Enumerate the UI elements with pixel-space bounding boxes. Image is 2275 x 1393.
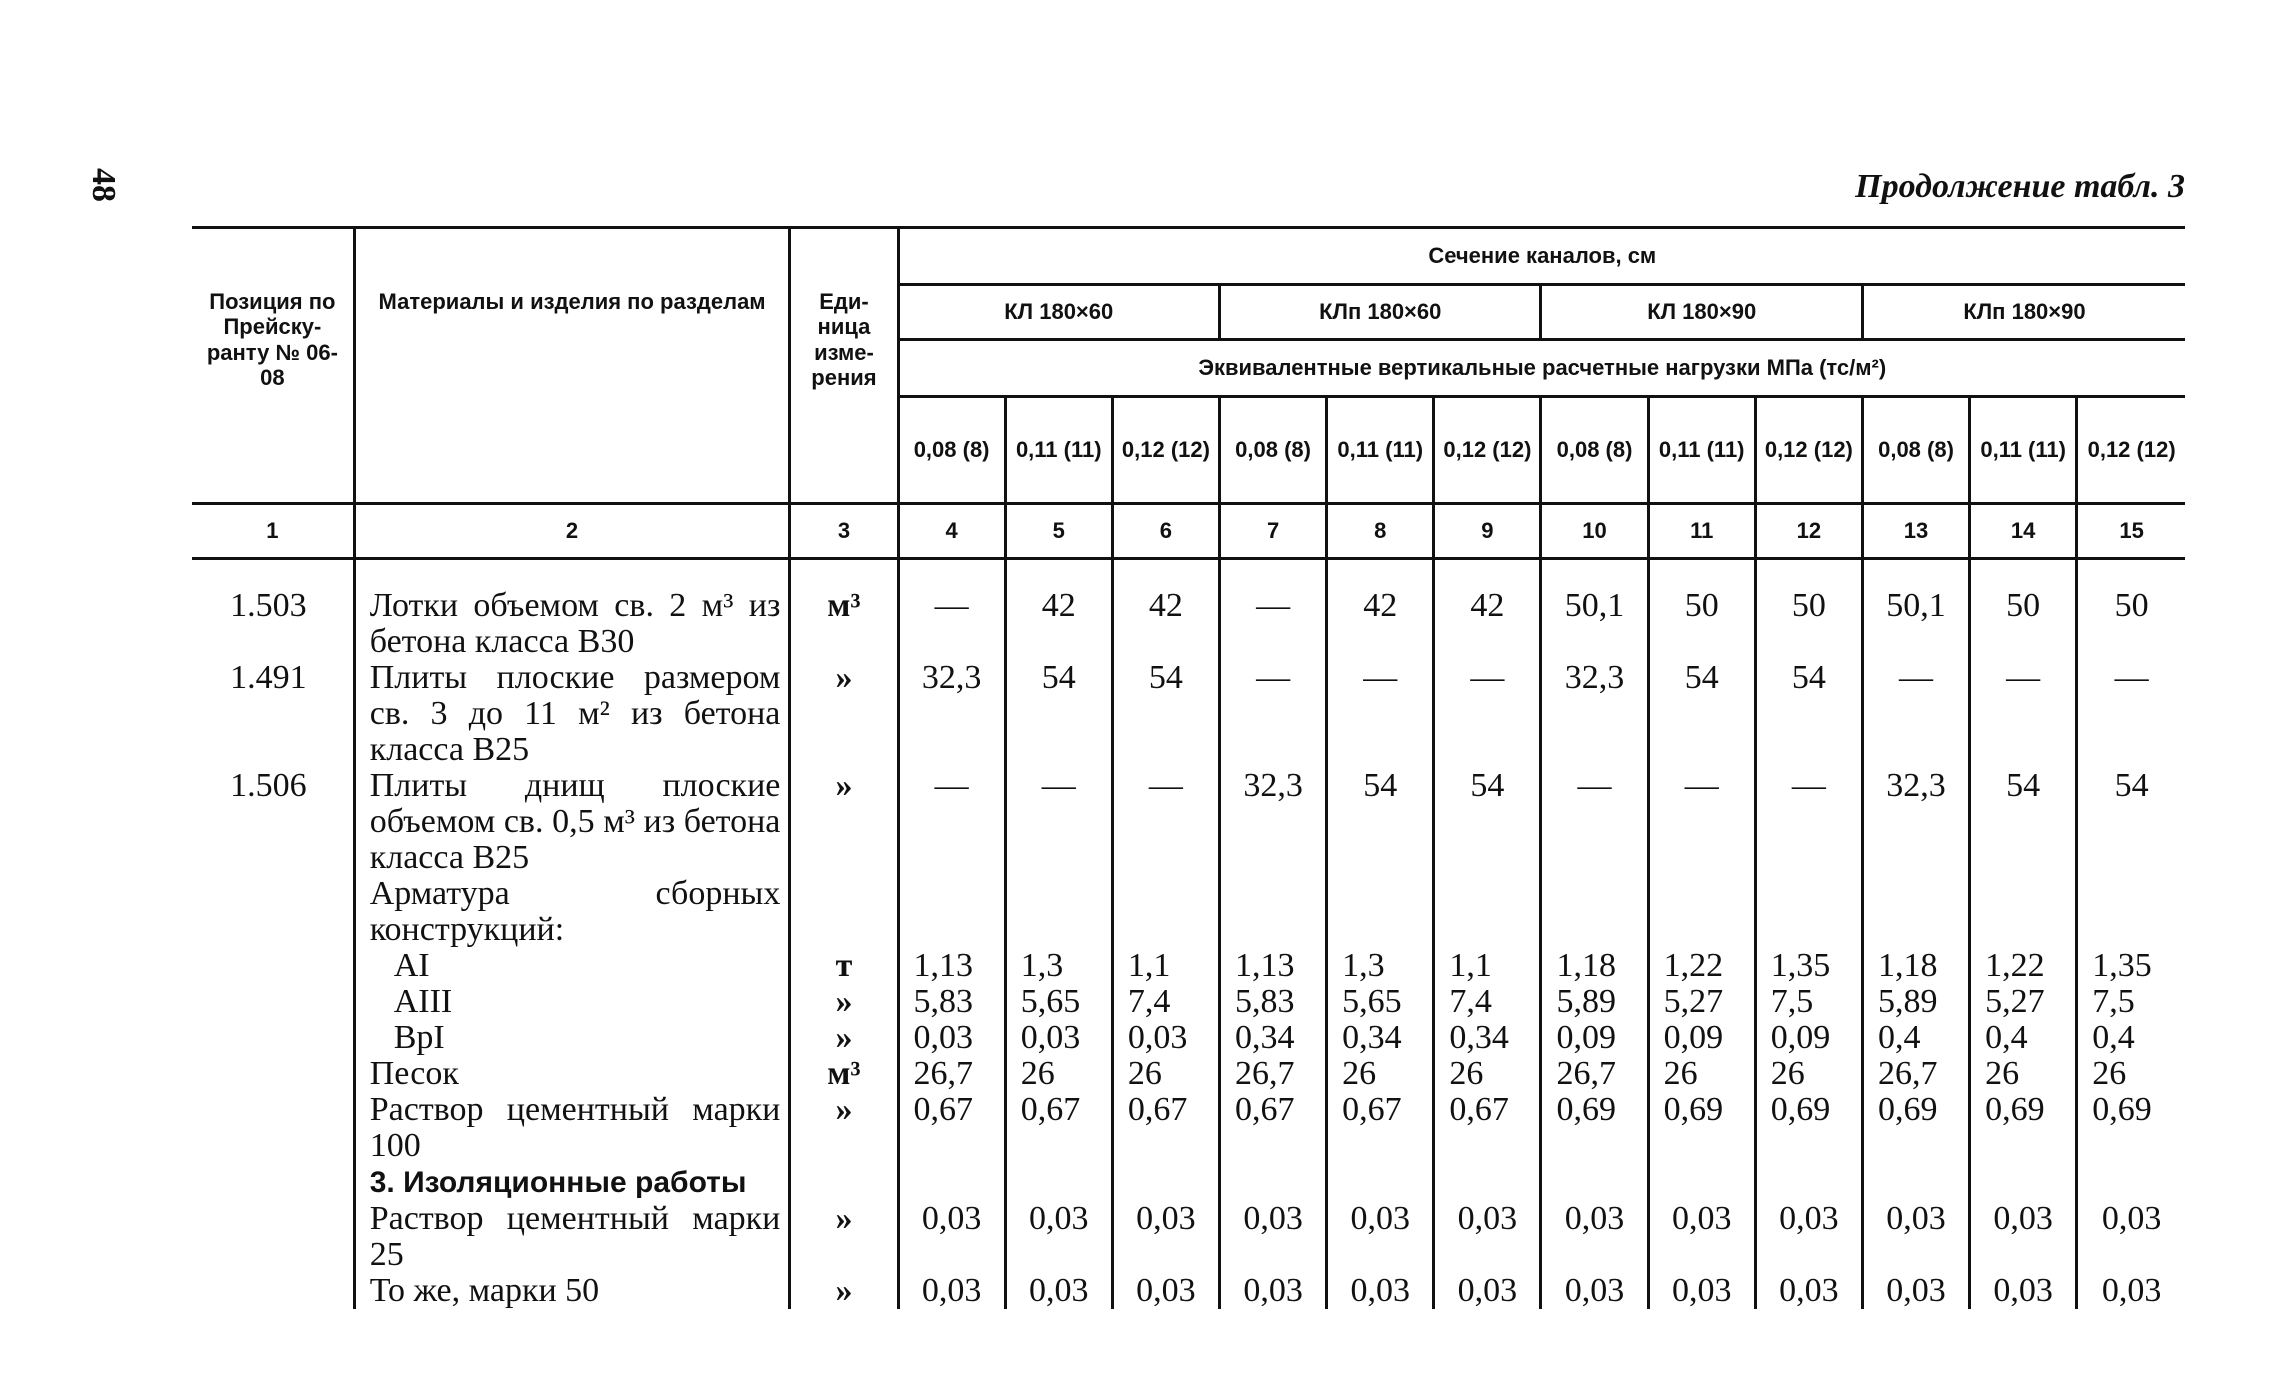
empty-cell [1327,1164,1434,1201]
column-number: 4 [898,504,1005,559]
unit-cell: м³ [790,588,898,660]
value-cell: 26 [1970,1056,2077,1092]
value-cell: 42 [1005,588,1112,660]
value-cell [1220,876,1327,948]
material-name: AI [393,947,430,984]
material-name: То же, марки 50 [369,1272,600,1309]
column-number: 10 [1541,504,1648,559]
unit-cell [790,876,898,948]
value-cell: 0,03 [1648,1273,1755,1309]
value-cell: — [1755,768,1862,876]
value-cell: 0,03 [1862,1201,1969,1273]
column-number: 2 [354,504,790,559]
value-cell [1755,876,1862,948]
section-title: 3. Изоляционные работы [369,1166,747,1199]
value-cell: 0,03 [2077,1273,2185,1309]
value-cell: 0,03 [1005,1020,1112,1056]
value-cell: 5,65 [1005,984,1112,1020]
header-load: 0,12 (12) [1434,397,1541,504]
value-cell: 0,09 [1541,1020,1648,1056]
header-load: 0,08 (8) [898,397,1005,504]
value-cell [2077,876,2185,948]
value-cell: 54 [1970,768,2077,876]
value-cell: 0,67 [898,1092,1005,1164]
material-name-cell [354,588,790,660]
value-cell: 0,34 [1220,1020,1327,1056]
value-cell: 1,35 [2077,948,2185,984]
empty-cell [1541,1164,1648,1201]
value-cell: 26 [1755,1056,1862,1092]
value-cell: 7,5 [1755,984,1862,1020]
value-cell: 1,3 [1327,948,1434,984]
value-cell: 26 [1327,1056,1434,1092]
unit-cell: т [790,948,898,984]
header-load: 0,11 (11) [1327,397,1434,504]
value-cell: 5,27 [1970,984,2077,1020]
value-cell: — [1970,660,2077,768]
value-cell: 0,4 [1970,1020,2077,1056]
table-row [192,984,2185,1020]
table-caption: Продолжение табл. 3 [1855,168,2185,205]
empty-cell [790,1164,898,1201]
value-cell: 26,7 [1220,1056,1327,1092]
material-name: Раствор цементный марки 25 [369,1200,781,1273]
value-cell [1970,876,2077,948]
value-cell: 26,7 [1862,1056,1969,1092]
value-cell: 1,18 [1541,948,1648,984]
value-cell: 26 [1648,1056,1755,1092]
unit-cell: » [790,1092,898,1164]
value-cell: 54 [1434,768,1541,876]
value-cell: 26,7 [898,1056,1005,1092]
empty-cell [1970,1164,2077,1201]
header-unit: Еди-ница изме-рения [790,228,898,504]
value-cell: 0,4 [1862,1020,1969,1056]
value-cell: 50 [2077,588,2185,660]
value-cell: 0,69 [1648,1092,1755,1164]
material-name-cell [354,1056,790,1092]
value-cell: 5,83 [1220,984,1327,1020]
header-load: 0,12 (12) [2077,397,2185,504]
value-cell: 0,03 [1112,1020,1219,1056]
unit-cell: » [790,1273,898,1309]
position-cell [192,876,354,948]
value-cell [898,876,1005,948]
material-name: Песок [369,1055,459,1092]
empty-cell [1434,1164,1541,1201]
value-cell: 50,1 [1862,588,1969,660]
value-cell: 0,03 [2077,1201,2185,1273]
value-cell: 0,03 [1755,1273,1862,1309]
empty-cell [1755,1164,1862,1201]
column-number: 9 [1434,504,1541,559]
section-title-cell [354,1164,790,1201]
value-cell: 0,67 [1327,1092,1434,1164]
value-cell: 0,03 [1112,1273,1219,1309]
value-cell: 0,03 [1327,1273,1434,1309]
value-cell: 0,09 [1755,1020,1862,1056]
value-cell: 0,09 [1648,1020,1755,1056]
value-cell: 54 [1112,660,1219,768]
column-number: 15 [2077,504,2185,559]
header-load: 0,11 (11) [1005,397,1112,504]
value-cell: 0,03 [1970,1201,2077,1273]
value-cell: 0,4 [2077,1020,2185,1056]
value-cell: 0,03 [1862,1273,1969,1309]
value-cell: 0,03 [1220,1201,1327,1273]
material-name-cell [354,660,790,768]
value-cell [1434,876,1541,948]
material-name: Раствор цементный марки 100 [369,1091,781,1164]
position-cell [192,1201,354,1273]
value-cell: 5,65 [1327,984,1434,1020]
header-load: 0,08 (8) [1541,397,1648,504]
table-row [192,588,2185,660]
value-cell: 0,03 [898,1201,1005,1273]
header-materials: Материалы и изделия по разделам [354,228,790,504]
value-cell [1648,876,1755,948]
column-number: 6 [1112,504,1219,559]
table-row [192,1056,2185,1092]
empty-cell [1648,1164,1755,1201]
header-load: 0,08 (8) [1862,397,1969,504]
empty-cell [898,1164,1005,1201]
value-cell: 54 [2077,768,2185,876]
position-cell: 1.503 [230,587,307,624]
unit-cell: » [790,660,898,768]
value-cell: 5,89 [1862,984,1969,1020]
material-name-cell [354,1092,790,1164]
value-cell: 26 [2077,1056,2185,1092]
position-cell: 1.491 [230,659,307,696]
value-cell: 1,13 [898,948,1005,984]
material-name-cell [354,984,790,1020]
position-cell: 1.506 [230,767,307,804]
value-cell: 5,27 [1648,984,1755,1020]
value-cell: — [1434,660,1541,768]
material-name: BpI [393,1019,445,1056]
value-cell: 50 [1648,588,1755,660]
empty-cell [1005,1164,1112,1201]
table-row [192,1273,2185,1309]
value-cell: 54 [1005,660,1112,768]
value-cell: — [1005,768,1112,876]
value-cell: 26,7 [1541,1056,1648,1092]
value-cell [1327,876,1434,948]
table-row [192,876,2185,948]
header-load: 0,11 (11) [1648,397,1755,504]
value-cell: 0,34 [1327,1020,1434,1056]
value-cell: 0,69 [1541,1092,1648,1164]
value-cell: 54 [1327,768,1434,876]
value-cell: 1,1 [1434,948,1541,984]
value-cell: 1,13 [1220,948,1327,984]
position-cell [192,1020,354,1056]
value-cell: 0,03 [1755,1201,1862,1273]
unit-cell: м³ [790,1056,898,1092]
value-cell [1112,876,1219,948]
header-channel: КЛп 180×60 [1220,285,1541,340]
table-row [192,948,2185,984]
column-number: 7 [1220,504,1327,559]
header-section-title: Сечение каналов, см [898,228,2185,285]
header-channel: КЛп 180×90 [1862,285,2185,340]
value-cell: 32,3 [1220,768,1327,876]
value-cell: 0,67 [1005,1092,1112,1164]
value-cell: 0,03 [898,1273,1005,1309]
value-cell: 0,03 [1005,1201,1112,1273]
header-load: 0,12 (12) [1755,397,1862,504]
position-cell [192,984,354,1020]
material-name: Лотки объемом св. 2 м³ из бетона класса В30 [369,587,781,660]
value-cell: 0,03 [1434,1201,1541,1273]
value-cell: — [1220,588,1327,660]
value-cell: 5,83 [898,984,1005,1020]
value-cell: 1,18 [1862,948,1969,984]
column-number: 11 [1648,504,1755,559]
value-cell: 26 [1112,1056,1219,1092]
value-cell: 32,3 [1862,768,1969,876]
column-number: 1 [192,504,354,559]
material-name-cell [354,768,790,876]
unit-cell: » [790,768,898,876]
material-name-cell [354,876,790,948]
materials-table [192,226,2185,1309]
value-cell: 0,69 [2077,1092,2185,1164]
value-cell: 7,5 [2077,984,2185,1020]
value-cell: 0,69 [1755,1092,1862,1164]
table-header [192,228,2185,559]
header-load: 0,11 (11) [1970,397,2077,504]
header-position: Позиция по Прейску-ранту № 06-08 [192,228,354,504]
value-cell: 54 [1755,660,1862,768]
value-cell: 5,89 [1541,984,1648,1020]
position-cell [192,948,354,984]
value-cell: — [2077,660,2185,768]
value-cell: 42 [1112,588,1219,660]
unit-cell: » [790,1020,898,1056]
value-cell: 54 [1648,660,1755,768]
unit-cell: » [790,1201,898,1273]
value-cell: — [1112,768,1219,876]
value-cell: 1,22 [1648,948,1755,984]
material-name-cell [354,1273,790,1309]
value-cell: 0,67 [1220,1092,1327,1164]
column-numbers-row [192,504,2185,559]
value-cell: 0,03 [898,1020,1005,1056]
value-cell: 0,03 [1541,1201,1648,1273]
value-cell: 1,35 [1755,948,1862,984]
column-number: 14 [1970,504,2077,559]
value-cell: 42 [1434,588,1541,660]
value-cell: 0,03 [1970,1273,2077,1309]
value-cell: 0,03 [1327,1201,1434,1273]
table-row [192,660,2185,768]
column-number: 8 [1327,504,1434,559]
value-cell: — [898,768,1005,876]
value-cell: — [1220,660,1327,768]
value-cell: 1,3 [1005,948,1112,984]
value-cell: 0,34 [1434,1020,1541,1056]
value-cell: 7,4 [1112,984,1219,1020]
value-cell: — [1648,768,1755,876]
position-cell [192,1164,354,1201]
value-cell: 42 [1327,588,1434,660]
header-load: 0,12 (12) [1112,397,1219,504]
value-cell: 32,3 [1541,660,1648,768]
value-cell: 50 [1755,588,1862,660]
position-cell [192,1273,354,1309]
material-name-cell [354,1020,790,1056]
header-channel: КЛ 180×90 [1541,285,1862,340]
empty-cell [2077,1164,2185,1201]
value-cell: 0,03 [1434,1273,1541,1309]
value-cell [1005,876,1112,948]
value-cell: 26 [1434,1056,1541,1092]
value-cell: 0,03 [1112,1201,1219,1273]
value-cell: 0,69 [1862,1092,1969,1164]
value-cell: 1,22 [1970,948,2077,984]
value-cell: 26 [1005,1056,1112,1092]
value-cell: 0,03 [1648,1201,1755,1273]
position-cell [192,1092,354,1164]
table-row [192,1092,2185,1164]
value-cell: — [1541,768,1648,876]
unit-cell: » [790,984,898,1020]
value-cell: 0,69 [1970,1092,2077,1164]
table-row [192,768,2185,876]
column-number: 5 [1005,504,1112,559]
value-cell: 0,67 [1112,1092,1219,1164]
table-row [192,1201,2185,1273]
value-cell: — [898,588,1005,660]
header-loads-title: Эквивалентные вертикальные расчетные нагрузки МПа (тс/м²) [898,340,2185,397]
empty-cell [1112,1164,1219,1201]
value-cell: 0,03 [1005,1273,1112,1309]
position-cell [192,1056,354,1092]
value-cell: 32,3 [898,660,1005,768]
material-name-cell [354,948,790,984]
value-cell: 50,1 [1541,588,1648,660]
value-cell: 0,67 [1434,1092,1541,1164]
table-body [192,559,2185,1310]
material-name: Плиты плоские размером св. 3 до 11 м² из бетона класса В25 [369,659,781,768]
material-name-cell [354,1201,790,1273]
page-number: 48 [85,168,122,202]
material-name: AIII [393,983,453,1020]
value-cell [1541,876,1648,948]
value-cell [1862,876,1969,948]
material-name: Арматура сборных конструкций: [369,875,781,948]
material-name: Плиты днищ плоские объемом св. 0,5 м³ из бетона класса В25 [369,767,781,876]
value-cell: — [1862,660,1969,768]
value-cell: 0,03 [1541,1273,1648,1309]
column-number: 13 [1862,504,1969,559]
value-cell: 0,03 [1220,1273,1327,1309]
column-number: 12 [1755,504,1862,559]
value-cell: — [1327,660,1434,768]
header-load: 0,08 (8) [1220,397,1327,504]
header-channel: КЛ 180×60 [898,285,1219,340]
column-number: 3 [790,504,898,559]
table-row [192,1020,2185,1056]
empty-cell [1862,1164,1969,1201]
value-cell: 1,1 [1112,948,1219,984]
section-row [192,1164,2185,1201]
value-cell: 7,4 [1434,984,1541,1020]
value-cell: 50 [1970,588,2077,660]
empty-cell [1220,1164,1327,1201]
